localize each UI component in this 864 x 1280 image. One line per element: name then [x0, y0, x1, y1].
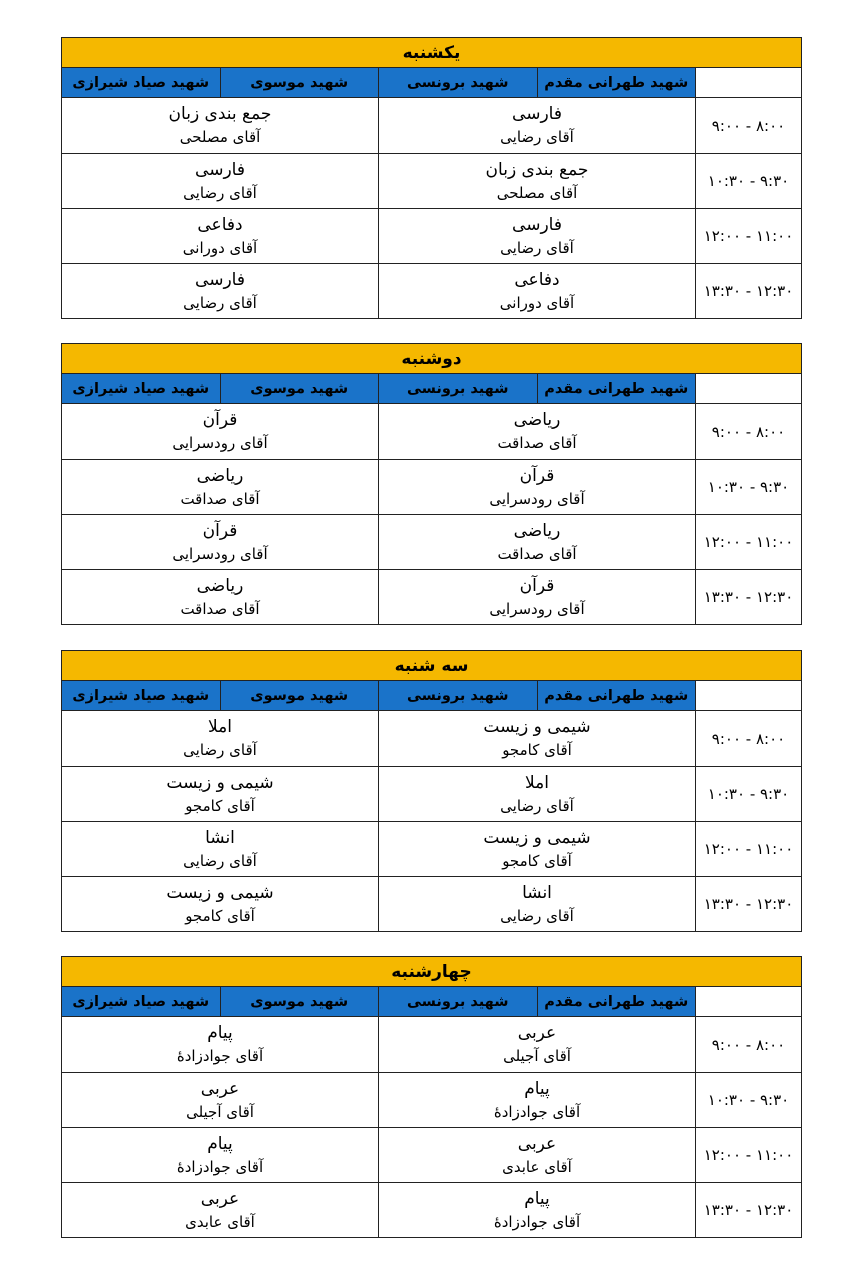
teacher: آقای رضایی [500, 128, 574, 146]
subject: شیمی و زیست [483, 717, 591, 737]
teacher: آقای عابدی [502, 1158, 572, 1176]
school-header: شهید صیاد شیرازی [61, 987, 220, 1017]
teacher: آقای رودسرایی [489, 600, 585, 618]
class-cell [61, 264, 378, 318]
class-cell [378, 209, 695, 263]
school-header: شهید برونسی [378, 374, 537, 404]
time-cell: ۸:۰۰ - ۹:۰۰ [695, 1017, 802, 1072]
teacher: آقای آجیلی [503, 1047, 571, 1065]
teacher: آقای صداقت [180, 490, 260, 508]
class-cell [378, 1128, 695, 1182]
time-cell: ۱۱:۰۰ - ۱۲:۰۰ [695, 822, 802, 876]
teacher: آقای جوادزادهٔ [176, 1047, 264, 1065]
time-cell: ۱۲:۳۰ - ۱۳:۳۰ [695, 570, 802, 624]
day-table-wednesday [61, 956, 802, 1238]
table-row [61, 515, 802, 570]
teacher: آقای دورانی [182, 239, 258, 257]
class-cell [61, 1128, 378, 1182]
class-cell [378, 404, 695, 459]
table-row [61, 264, 802, 319]
subject: پیام [207, 1134, 233, 1154]
table-row [61, 154, 802, 209]
teacher: آقای رضایی [183, 294, 257, 312]
teacher: آقای آجیلی [186, 1103, 254, 1121]
table-row [61, 767, 802, 822]
class-cell [378, 460, 695, 514]
time-cell: ۹:۳۰ - ۱۰:۳۰ [695, 154, 802, 208]
day-table-tuesday [61, 650, 802, 932]
time-cell: ۱۲:۳۰ - ۱۳:۳۰ [695, 1183, 802, 1237]
subject: پیام [524, 1079, 550, 1099]
teacher: آقای رودسرایی [489, 490, 585, 508]
teacher: آقای جوادزادهٔ [176, 1158, 264, 1176]
time-cell: ۸:۰۰ - ۹:۰۰ [695, 404, 802, 459]
teacher: آقای عابدی [185, 1213, 255, 1231]
school-header: شهید موسوی [220, 374, 379, 404]
subject: شیمی و زیست [166, 773, 274, 793]
table-row [61, 570, 802, 625]
teacher: آقای رضایی [183, 184, 257, 202]
teacher: آقای رضایی [500, 239, 574, 257]
table-row [61, 711, 802, 767]
time-cell: ۹:۳۰ - ۱۰:۳۰ [695, 1073, 802, 1127]
table-row [61, 404, 802, 460]
time-header-cell [695, 374, 802, 404]
school-header: شهید طهرانی مقدم [537, 374, 696, 404]
time-cell: ۱۲:۳۰ - ۱۳:۳۰ [695, 877, 802, 931]
class-cell [61, 460, 378, 514]
subject: انشا [205, 828, 235, 848]
table-row [61, 822, 802, 877]
class-cell [378, 515, 695, 569]
school-header: شهید صیاد شیرازی [61, 681, 220, 711]
teacher: آقای جوادزادهٔ [493, 1103, 581, 1121]
class-cell [61, 1183, 378, 1237]
class-cell [378, 98, 695, 153]
header-row [61, 987, 802, 1017]
class-cell [378, 1183, 695, 1237]
school-header: شهید طهرانی مقدم [537, 681, 696, 711]
subject: عربی [517, 1134, 557, 1154]
class-cell [61, 877, 378, 931]
class-cell [61, 209, 378, 263]
class-cell [378, 1017, 695, 1072]
teacher: آقای رضایی [500, 907, 574, 925]
school-header: شهید برونسی [378, 987, 537, 1017]
table-row [61, 209, 802, 264]
subject: قرآن [202, 410, 238, 430]
teacher: آقای رضایی [183, 741, 257, 759]
header-row [61, 68, 802, 98]
header-row [61, 374, 802, 404]
subject: شیمی و زیست [483, 828, 591, 848]
teacher: آقای مصلحی [496, 184, 578, 202]
day-table-monday [61, 343, 802, 625]
teacher: آقای کامجو [502, 852, 572, 870]
time-cell: ۱۱:۰۰ - ۱۲:۰۰ [695, 209, 802, 263]
table-row [61, 1073, 802, 1128]
school-header: شهید صیاد شیرازی [61, 68, 220, 98]
school-header: شهید موسوی [220, 68, 379, 98]
teacher: آقای صداقت [497, 545, 577, 563]
table-row [61, 98, 802, 154]
subject: فارسی [512, 215, 562, 235]
subject: املا [525, 773, 549, 793]
subject: عربی [200, 1079, 240, 1099]
class-cell [61, 1073, 378, 1127]
subject: شیمی و زیست [166, 883, 274, 903]
school-header: شهید موسوی [220, 681, 379, 711]
class-cell [378, 570, 695, 624]
time-cell: ۸:۰۰ - ۹:۰۰ [695, 98, 802, 153]
subject: دفاعی [514, 270, 560, 290]
table-row [61, 1183, 802, 1238]
subject: عربی [200, 1189, 240, 1209]
day-title: یکشنبه [61, 37, 802, 68]
time-cell: ۱۱:۰۰ - ۱۲:۰۰ [695, 1128, 802, 1182]
teacher: آقای کامجو [185, 797, 255, 815]
school-header: شهید صیاد شیرازی [61, 374, 220, 404]
subject: دفاعی [197, 215, 243, 235]
time-cell: ۹:۳۰ - ۱۰:۳۰ [695, 767, 802, 821]
class-cell [61, 570, 378, 624]
subject: جمع بندی زبان [168, 104, 272, 124]
day-title: سه شنبه [61, 650, 802, 681]
class-cell [378, 264, 695, 318]
class-cell [378, 1073, 695, 1127]
class-cell [378, 154, 695, 208]
class-cell [61, 98, 378, 153]
time-cell: ۸:۰۰ - ۹:۰۰ [695, 711, 802, 766]
subject: فارسی [195, 160, 245, 180]
table-row [61, 1128, 802, 1183]
class-cell [378, 822, 695, 876]
day-table-sunday [61, 37, 802, 319]
subject: عربی [517, 1023, 557, 1043]
time-cell: ۱۱:۰۰ - ۱۲:۰۰ [695, 515, 802, 569]
subject: جمع بندی زبان [485, 160, 589, 180]
teacher: آقای مصلحی [179, 128, 261, 146]
subject: ریاضی [513, 521, 561, 541]
time-header-cell [695, 681, 802, 711]
subject: پیام [524, 1189, 550, 1209]
day-title: دوشنبه [61, 343, 802, 374]
class-cell [61, 822, 378, 876]
header-row [61, 681, 802, 711]
table-row [61, 460, 802, 515]
teacher: آقای صداقت [180, 600, 260, 618]
class-cell [378, 711, 695, 766]
school-header: شهید برونسی [378, 68, 537, 98]
teacher: آقای دورانی [499, 294, 575, 312]
class-cell [61, 767, 378, 821]
class-cell [61, 1017, 378, 1072]
teacher: آقای جوادزادهٔ [493, 1213, 581, 1231]
class-cell [378, 767, 695, 821]
subject: فارسی [195, 270, 245, 290]
subject: فارسی [512, 104, 562, 124]
class-cell [378, 877, 695, 931]
time-header-cell [695, 68, 802, 98]
subject: انشا [522, 883, 552, 903]
subject: املا [208, 717, 232, 737]
teacher: آقای رودسرایی [172, 545, 268, 563]
subject: قرآن [519, 466, 555, 486]
class-cell [61, 154, 378, 208]
teacher: آقای کامجو [185, 907, 255, 925]
school-header: شهید برونسی [378, 681, 537, 711]
subject: ریاضی [196, 466, 244, 486]
teacher: آقای رضایی [500, 797, 574, 815]
class-cell [61, 515, 378, 569]
teacher: آقای صداقت [497, 434, 577, 452]
teacher: آقای رودسرایی [172, 434, 268, 452]
subject: قرآن [202, 521, 238, 541]
day-title: چهارشنبه [61, 956, 802, 987]
teacher: آقای کامجو [502, 741, 572, 759]
school-header: شهید طهرانی مقدم [537, 987, 696, 1017]
subject: پیام [207, 1023, 233, 1043]
table-row [61, 877, 802, 932]
class-cell [61, 404, 378, 459]
class-cell [61, 711, 378, 766]
subject: قرآن [519, 576, 555, 596]
table-row [61, 1017, 802, 1073]
school-header: شهید طهرانی مقدم [537, 68, 696, 98]
teacher: آقای رضایی [183, 852, 257, 870]
subject: ریاضی [513, 410, 561, 430]
time-cell: ۹:۳۰ - ۱۰:۳۰ [695, 460, 802, 514]
time-cell: ۱۲:۳۰ - ۱۳:۳۰ [695, 264, 802, 318]
time-header-cell [695, 987, 802, 1017]
school-header: شهید موسوی [220, 987, 379, 1017]
subject: ریاضی [196, 576, 244, 596]
